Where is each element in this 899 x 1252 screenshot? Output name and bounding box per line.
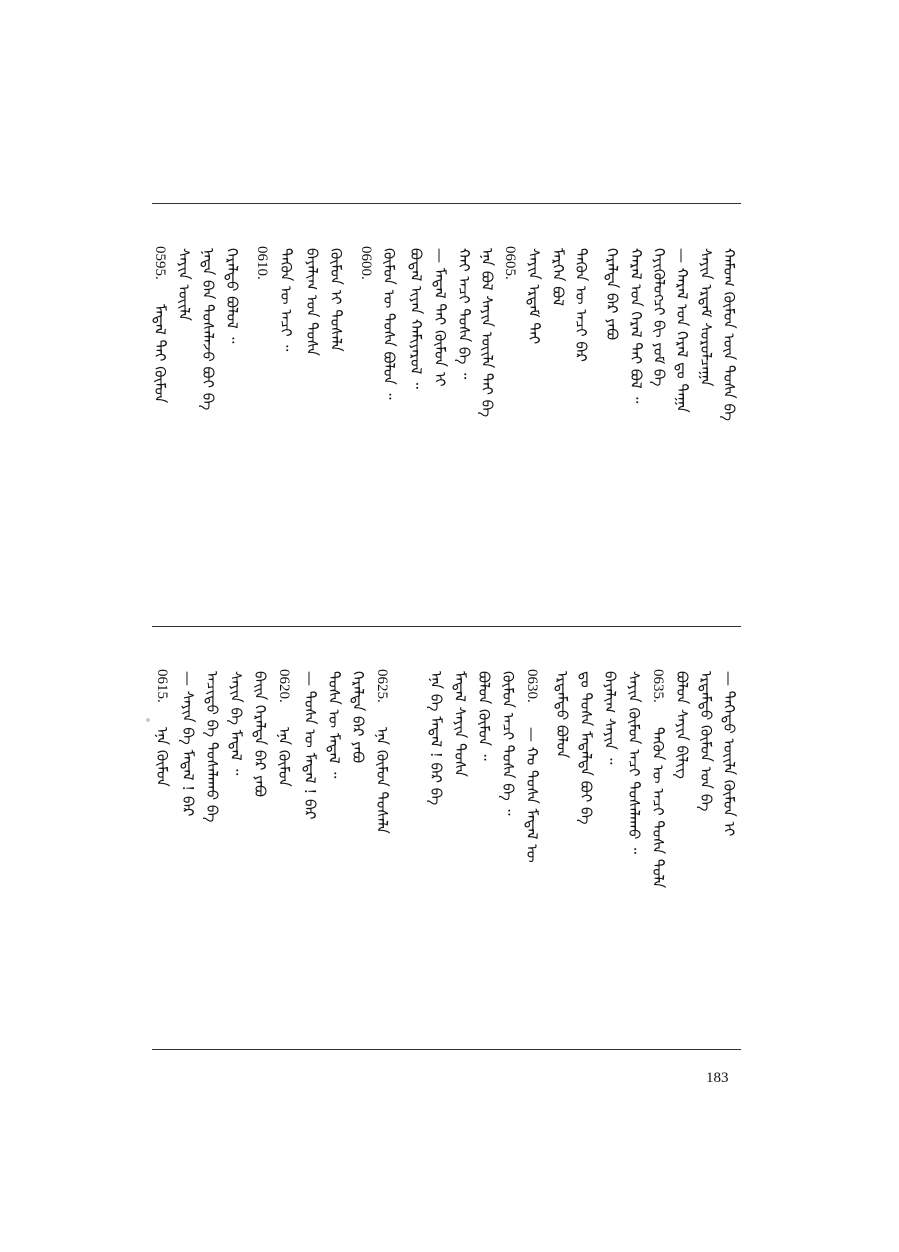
text-line: ᠰᠠᠶᠢᠨ ᠡᠷᠳᠡᠮ ᠰᠤᠷᠤᠯᠴᠠᠭᠠ: [697, 248, 715, 387]
entry-number: 0610.: [254, 246, 270, 280]
text-line: — ᠬᠠᠷᠠᠯ ᠤᠨ ᠭᠡᠷᠡᠯ ᠳᠤ ᠳᠠᠭᠠ: [673, 248, 691, 413]
entry-number: 0615.: [154, 669, 170, 703]
text-line: ᠡᠨᠡ ᠬᠦᠮᠦᠨ: [153, 727, 171, 787]
text-line: ᠪᠠᠢᠨ ᠭᠡᠷᠡᠯᠲᠡ ᠪᠠᠷ ᠶᠠᠪᠤ: [251, 671, 269, 798]
text-line: ᠨᠠᠳᠠ ᠪᠠᠨ ᠲᠤᠰᠠᠯᠠᠵᠤ ᠪᠤᠢ ᠪᠠ: [199, 248, 217, 411]
text-line: ᠭᠡᠷᠡᠯᠲᠡ ᠪᠠᠷ ᠶᠠᠪᠤ: [349, 671, 367, 764]
text-line: ᠲᠡᠭᠦᠨ ᠦ ᠠᠴᠢ ᠃: [277, 248, 295, 352]
entry-number: 0630.: [524, 669, 540, 703]
entry-number: 0595.: [152, 246, 168, 280]
text-line: — ᠬᠤ ᠲᠤᠰᠠ ᠮᠡᠳᠡᠯ ᠦ: [523, 727, 541, 863]
text-line: — ᠲᠤᠰᠠ ᠦ ᠮᠡᠳᠡᠯ ! ᠪᠠᠷ: [301, 671, 319, 820]
text-line: ᠪᠣᠯᠤᠨ ᠬᠦᠮᠦᠨ ᠃: [475, 671, 493, 761]
text-line: ᠪᠣᠳᠠᠯ ᠢᠶᠠᠨ ᠬᠠᠮᠢᠶᠠᠷᠤᠯ ᠃: [407, 248, 425, 389]
text-line: ᠡᠷᠳᠡᠮᠲᠦ ᠬᠦᠮᠦᠨ ᠤᠨ ᠪᠠ: [697, 671, 715, 812]
text-line: ᠮᠡᠷᠭᠡᠨ ᠪᠣᠯ: [549, 248, 567, 306]
text-line: ᠡᠨᠡ ᠬᠦᠮᠦᠨ ᠲᠤᠰᠠᠯᠠ: [373, 727, 391, 834]
text-line: ᠬᠦᠮᠦᠨ ᠠᠴᠢ ᠲᠤᠰᠠ ᠪᠠ ᠃: [499, 671, 517, 816]
text-line: ᠠᠴᠢᠲᠤ ᠪᠠ ᠲᠤᠰᠠᠯᠠᠬᠤ ᠪᠠ: [203, 671, 221, 823]
entry-number: 0605.: [502, 246, 518, 280]
text-line: ᠡᠨᠡ ᠪᠣᠯ ᠰᠠᠶᠢᠨ ᠦᠢᠯᠡ ᠲᠠᠢ ᠪᠠ: [478, 248, 496, 418]
top-text-block: [152, 204, 741, 626]
text-line: — ᠮᠡᠳᠡᠯ ᠲᠠᠢ ᠬᠦᠮᠦᠨ ᠢ: [431, 248, 449, 387]
text-line: ᠳᠤ ᠲᠤᠰᠠ ᠮᠡᠳᠡᠯᠲᠡ ᠪᠤᠢ ᠪᠠ: [577, 671, 595, 825]
bottom-text-block: [152, 627, 741, 1049]
text-line: ᠰᠠᠶᠢᠨ ᠡᠷᠳᠡᠮ ᠲᠡᠢ: [525, 248, 543, 345]
text-line: ᠮᠡᠳᠡᠯ ᠲᠠᠢ ᠬᠦᠮᠦᠨ: [151, 304, 169, 404]
text-line: ᠪᠠᠶᠠᠯᠢᠭ ᠤᠨ ᠲᠤᠰᠠ: [303, 248, 321, 356]
text-line: ᠡᠨᠡ ᠪᠠ ᠮᠡᠳᠡᠯ ! ᠪᠠᠷ ᠪᠠ: [427, 671, 445, 806]
entry-number: 0600.: [358, 246, 374, 280]
text-line: ᠬᠠᠷᠠᠯ ᠤᠨ ᠭᠡᠷᠡᠯ ᠲᠠᠢ ᠪᠣᠯ ᠃: [627, 248, 645, 404]
text-line: — ᠳᠡᠭᠡᠳᠦ ᠦᠢᠯᠡ ᠬᠦᠮᠦᠨ ᠢ: [720, 671, 738, 837]
text-line: ᠭᠡᠶᠢᠭᠦᠯᠦᠭᠴᠢ ᠪᠢ ᠶᠤᠮ ᠪᠠ: [650, 248, 668, 387]
text-line: ᠭᠡᠷᠡᠯᠲᠦ ᠪᠤᠯᠤᠯ ᠃: [223, 248, 241, 344]
text-line: — ᠰᠠᠶᠢᠨ ᠪᠠ ᠮᠡᠳᠡᠯ ! ᠪᠠᠷ: [179, 671, 197, 817]
text-line: ᠡᠨᠡ ᠬᠦᠮᠦᠨ: [275, 727, 293, 787]
entry-number: 0620.: [276, 669, 292, 703]
text-line: ᠬᠠᠢ ᠠᠴᠢ ᠲᠤᠰᠠ ᠪᠡ ᠃: [455, 248, 473, 380]
bottom-rule: [152, 1049, 741, 1050]
text-line: ᠬᠠᠮᠤᠭ ᠬᠦᠮᠦᠨ ᠦᠨ ᠲᠤᠰᠠ ᠪᠡ: [720, 248, 738, 422]
text-line: ᠰᠠᠶᠢᠨ ᠦᠢᠯᠡ: [175, 248, 193, 321]
entry-number: 0635.: [650, 669, 666, 703]
text-line: ᠡᠷᠳᠡᠮᠲᠦ ᠪᠤᠯᠤᠨ: [553, 671, 571, 759]
entry-number: 0625.: [374, 669, 390, 703]
text-line: ᠰᠠᠶᠢᠨ ᠪᠠ ᠮᠡᠳᠡᠯ ᠃: [227, 671, 245, 776]
text-line: ᠪᠣᠯᠤᠨ ᠰᠠᠶᠢᠨ ᠪᠢᠯᠢᠭ: [673, 671, 691, 779]
text-line: ᠪᠠᠶᠠᠯᠢᠭ ᠰᠠᠶᠢᠨ ᠃: [601, 671, 619, 765]
ink-speck: [146, 718, 150, 722]
page-number: 183: [706, 1070, 729, 1086]
text-line: ᠲᠡᠭᠦᠨ ᠦ ᠠᠴᠢ ᠪᠡᠷ: [572, 248, 590, 362]
text-line: ᠲᠤᠰᠠ ᠦ ᠮᠡᠳᠡᠯ ᠃: [325, 671, 343, 779]
text-line: ᠭᠡᠷᠡᠯᠲᠡ ᠪᠠᠷ ᠶᠠᠪᠤ: [603, 248, 621, 341]
text-line: ᠲᠡᠭᠦᠨ ᠦ ᠠᠴᠢ ᠲᠤᠰᠠ ᠲᠤᠯᠠ: [649, 727, 667, 889]
text-line: ᠰᠠᠶᠢᠨ ᠬᠦᠮᠦᠨ ᠠᠴᠢ ᠲᠤᠰᠠᠯᠠᠬᠤ ᠃: [625, 671, 643, 855]
text-line: ᠮᠡᠳᠡᠯ ᠰᠠᠶᠢᠨ ᠲᠤᠰᠠ: [451, 671, 469, 777]
text-line: ᠬᠦᠮᠦᠨ ᠢ ᠲᠤᠰᠠᠯᠠ: [327, 248, 345, 352]
text-line: ᠬᠦᠮᠦᠨ ᠦ ᠲᠤᠰᠠ ᠪᠤᠯᠤᠨ ᠃: [380, 248, 398, 400]
